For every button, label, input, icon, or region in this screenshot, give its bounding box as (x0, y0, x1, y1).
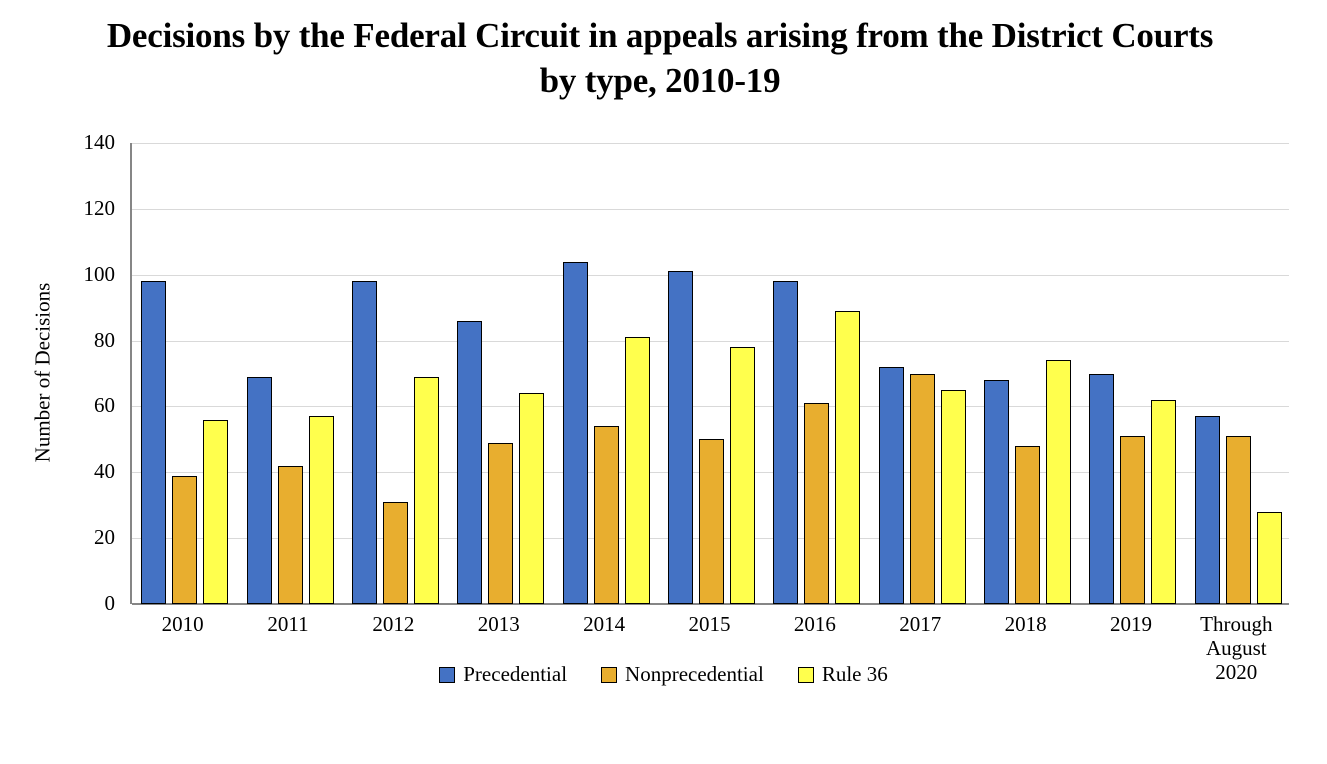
x-tick-label-line: 2014 (583, 612, 626, 636)
bar-precedential-2019 (1089, 374, 1114, 605)
bar-group (659, 143, 764, 604)
legend-swatch-icon (601, 667, 617, 683)
bar-rule-36-2018 (1046, 360, 1071, 604)
bar-precedential-2017 (879, 367, 904, 604)
bar-precedential-2016 (773, 281, 798, 604)
bar-precedential-2013 (457, 321, 482, 604)
legend-item-nonprecedential[interactable] (601, 662, 764, 687)
bar-nonprecedential-2018 (1015, 446, 1040, 604)
x-tick-label (551, 612, 656, 636)
bar-nonprecedential-2019 (1120, 436, 1145, 604)
y-axis-label: Number of Decisions (30, 282, 55, 463)
bar-rule-36-2010 (203, 420, 228, 604)
chart-legend (0, 662, 1327, 687)
y-tick-label: 80 (94, 327, 115, 352)
x-tick-label (235, 612, 340, 636)
bar-group (448, 143, 553, 604)
x-tick-label-line: 2017 (899, 612, 942, 636)
bar-group (764, 143, 869, 604)
x-tick-label (341, 612, 446, 636)
x-tick-label (1184, 612, 1289, 684)
y-tick-label: 100 (83, 261, 115, 286)
legend-item-precedential[interactable] (439, 662, 567, 687)
legend-swatch-icon (798, 667, 814, 683)
legend-swatch-icon (439, 667, 455, 683)
legend-label: Precedential (463, 662, 568, 686)
x-tick-label (762, 612, 867, 636)
legend-label: Rule 36 (821, 662, 888, 686)
y-tick-label: 40 (94, 459, 115, 484)
bar-rule-36-2012 (414, 377, 439, 604)
bar-nonprecedential-2013 (488, 443, 513, 604)
y-tick-label: 140 (83, 130, 115, 154)
bar-nonprecedential-2010 (172, 476, 197, 604)
bar-nonprecedential-2015 (699, 439, 724, 604)
bar-precedential-2018 (984, 380, 1009, 604)
bar-nonprecedential-2011 (278, 466, 303, 604)
bar-rule-36-2016 (835, 311, 860, 604)
bar-rule-36-2013 (519, 393, 544, 604)
bar-group (975, 143, 1080, 604)
x-tick-label-line: 2012 (372, 612, 415, 636)
bar-nonprecedential-through-august-2020 (1226, 436, 1251, 604)
legend-item-rule-36[interactable] (798, 662, 888, 687)
x-tick-label-line: Through (1200, 612, 1273, 636)
plot-area (130, 143, 1289, 604)
bar-precedential-2014 (563, 262, 588, 604)
bar-rule-36-2011 (309, 416, 334, 604)
bar-group (237, 143, 342, 604)
x-tick-label-line: 2020 (1215, 660, 1258, 685)
bar-rule-36-through-august-2020 (1257, 512, 1282, 604)
bar-nonprecedential-2016 (804, 403, 829, 604)
bar-group (870, 143, 975, 604)
bar-rule-36-2017 (941, 390, 966, 604)
bar-group (343, 143, 448, 604)
x-tick-label (446, 612, 551, 636)
y-tick-label: 60 (94, 393, 115, 418)
y-tick-label: 120 (83, 195, 115, 220)
x-tick-label-line: 2016 (793, 612, 836, 636)
bar-group (1080, 143, 1185, 604)
x-tick-label-line: 2015 (688, 612, 731, 636)
legend-label: Nonprecedential (625, 662, 764, 686)
bar-precedential-2011 (247, 377, 272, 604)
y-tick-label: 20 (94, 525, 115, 550)
bar-precedential-through-august-2020 (1195, 416, 1220, 604)
x-tick-label (868, 612, 973, 636)
bar-nonprecedential-2012 (383, 502, 408, 604)
y-tick-label: 0 (104, 591, 115, 615)
x-tick-label (130, 612, 235, 636)
bar-group (132, 143, 237, 604)
bar-rule-36-2019 (1151, 400, 1176, 604)
bar-precedential-2010 (141, 281, 166, 604)
x-tick-label-line: August (1205, 636, 1267, 661)
bar-precedential-2015 (668, 271, 693, 604)
x-tick-label (973, 612, 1078, 636)
x-tick-label-line: 2018 (1004, 612, 1047, 636)
bar-group (553, 143, 658, 604)
x-tick-label (1078, 612, 1183, 636)
x-tick-label (657, 612, 762, 636)
bar-group (1186, 143, 1291, 604)
bar-nonprecedential-2014 (594, 426, 619, 604)
bar-rule-36-2015 (730, 347, 755, 604)
bar-rule-36-2014 (625, 337, 650, 604)
x-tick-label-line: 2019 (1109, 612, 1152, 636)
x-tick-label-line: 2010 (161, 612, 204, 636)
chart-title: Decisions by the Federal Circuit in appeals arising from the District Courts by type, 2010-19 (106, 16, 1214, 100)
x-tick-label-line: 2013 (477, 612, 520, 636)
bar-nonprecedential-2017 (910, 374, 935, 605)
bar-precedential-2012 (352, 281, 377, 604)
x-tick-label-line: 2011 (267, 612, 309, 636)
